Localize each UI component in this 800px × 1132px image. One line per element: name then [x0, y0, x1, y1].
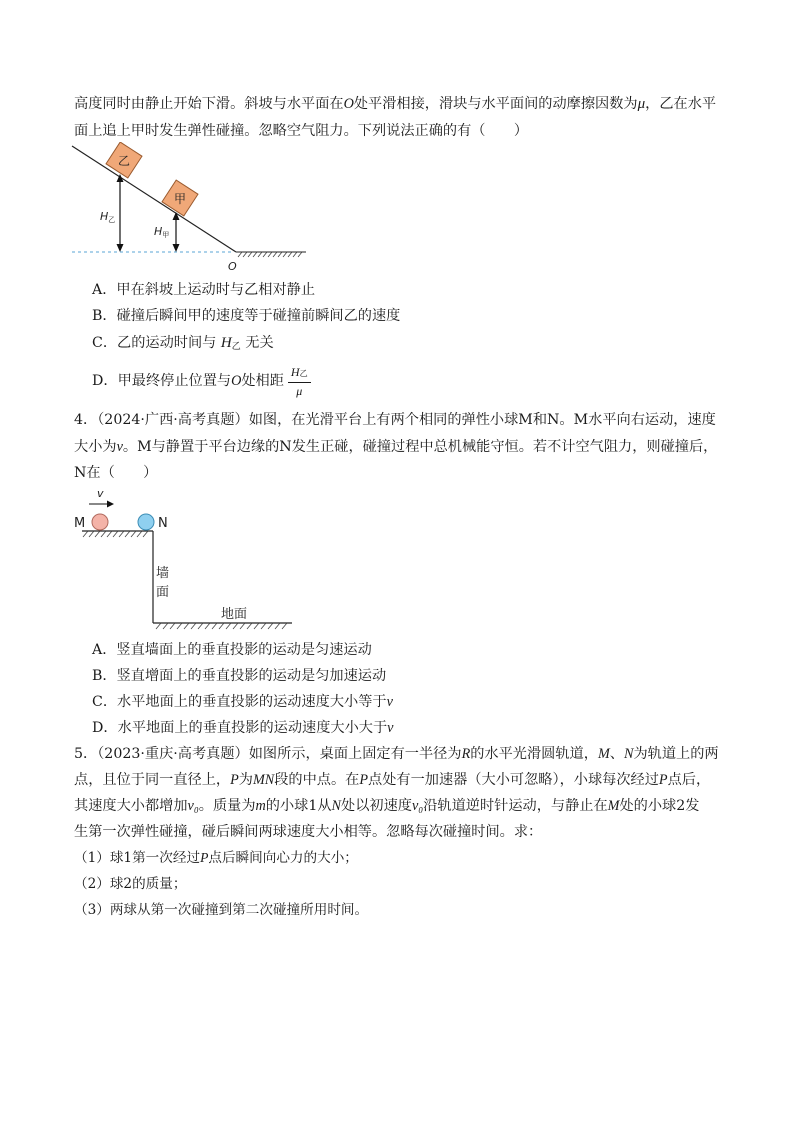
q3-option-a: A．甲在斜坡上运动时与乙相对静止 — [92, 282, 316, 298]
ball-m-label: M — [74, 516, 86, 531]
q4-option-d: D．水平地面上的垂直投影的运动速度大小大于v — [92, 720, 394, 736]
q5-text-line-1: 5．（2023·重庆·高考真题）如图所示，桌面上固定有一半径为R的水平光滑圆轨道，M、N为轨道上的两 — [74, 746, 719, 762]
q4-option-c: C．水平地面上的垂直投影的运动速度大小等于v — [92, 694, 393, 710]
q5-text-line-2: 点，且位于同一直径上，P为MN段的中点。在P点处有一加速器（大小可忽略），小球每次经过P点后， — [74, 772, 711, 788]
q4-text-line-3: N在（ ） — [74, 465, 158, 481]
ground-label: 地面 — [221, 607, 248, 622]
q5-subquestion-3: （3）两球从第一次碰撞到第二次碰撞所用时间。 — [74, 902, 369, 918]
h-jia-label: H甲 — [154, 225, 170, 239]
block-jia-label: 甲 — [173, 192, 187, 206]
ball-m — [92, 514, 108, 530]
q4-option-a: A．竖直墙面上的垂直投影的运动是匀速运动 — [92, 642, 372, 658]
q3-option-b: B．碰撞后瞬间甲的速度等于碰撞前瞬间乙的速度 — [92, 308, 401, 324]
q3-option-c: C．乙的运动时间与 H乙 无关 — [92, 335, 274, 352]
q4-text-line-1: 4．（2024·广西·高考真题）如图，在光滑平台上有两个相同的弹性小球M和N。M水平向右运动，速度 — [74, 412, 716, 428]
q4-platform-figure — [70, 484, 310, 634]
q4-option-b: B．竖直增面上的垂直投影的运动是匀加速运动 — [92, 668, 387, 684]
q5-text-line-4: 生第一次弹性碰撞，碰后瞬间两球速度大小相等。忽略每次碰撞时间。求： — [74, 824, 543, 840]
q5-text-line-3: 其速度大小都增加v₀。质量为m的小球1从N处以初速度v₀沿轨道逆时针运动，与静止在M处的小球2发 — [74, 798, 700, 814]
block-yi-label: 乙 — [117, 154, 131, 168]
origin-o-label: O — [228, 260, 237, 273]
ball-n — [138, 514, 154, 530]
wall-label-2: 面 — [156, 585, 170, 600]
q5-subquestion-1: （1）球1第一次经过P点后瞬间向心力的大小； — [74, 850, 358, 866]
velocity-label: v — [97, 487, 104, 500]
h-yi-label: H乙 — [100, 210, 116, 224]
q3-text-line-2: 面上追上甲时发生弹性碰撞。忽略空气阻力。下列说法正确的有（ ） — [74, 123, 529, 139]
q4-text-line-2: 大小为v。M与静置于平台边缘的N发生正碰，碰撞过程中总机械能守恒。若不计空气阻力，则碰撞后， — [74, 439, 718, 455]
q5-subquestion-2: （2）球2的质量； — [74, 876, 187, 892]
q3-text-line-1: 高度同时由静止开始下滑。斜坡与水平面在O处平滑相接，滑块与水平面间的动摩擦因数为μ，乙在水平 — [74, 96, 717, 112]
wall-label-1: 墙 — [156, 566, 170, 581]
q3-option-d: D．甲最终停止位置与O处相距 $\frac{\text{H乙}}{\mu}$ — [92, 363, 311, 399]
q3-incline-figure — [70, 142, 310, 274]
fraction-h-over-mu: $\frac{\text{H乙}}{\mu}$ — [288, 364, 311, 399]
ball-n-label: N — [158, 516, 168, 531]
